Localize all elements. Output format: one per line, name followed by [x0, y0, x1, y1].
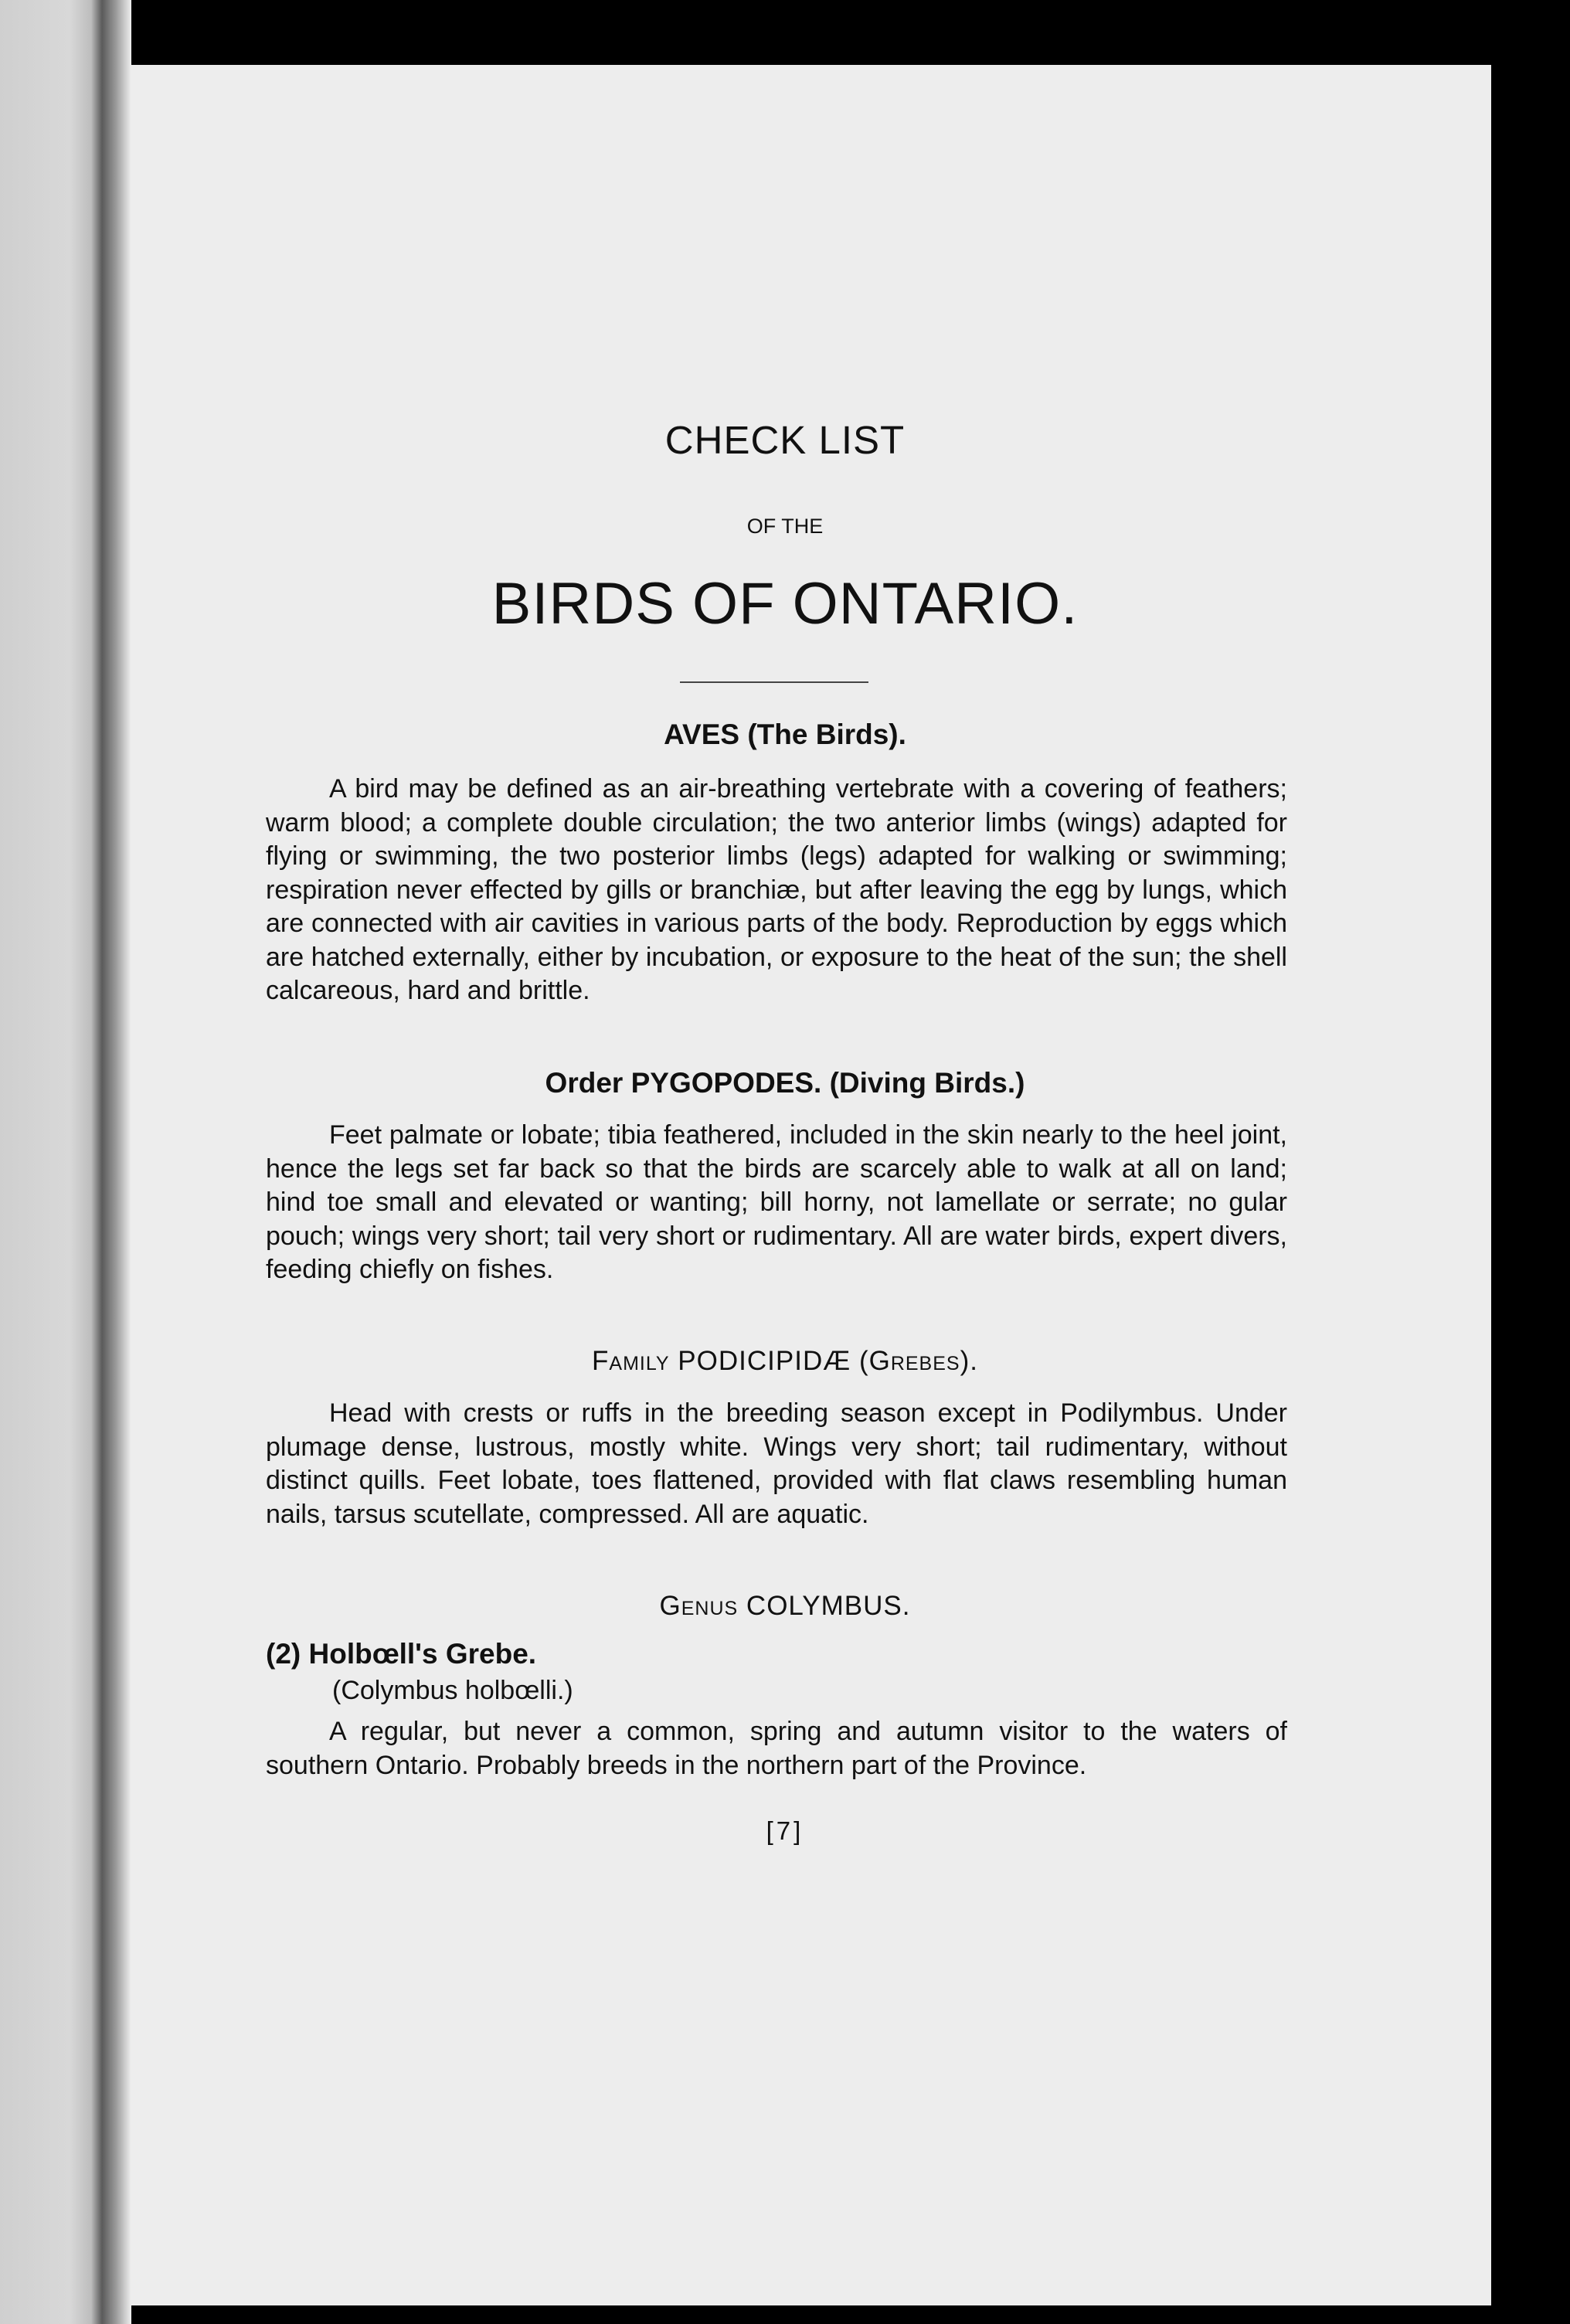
- family-heading: Family PODICIPIDÆ (Grebes).: [592, 1346, 978, 1376]
- order-paragraph: Feet palmate or lobate; tibia feathered, included in the skin nearly to the heel joint, hence the legs set far back so that the birds are scarcely able to walk at all on land; hind toe small and elevated or wanting; bill horny, not lamellate or serrate; no gular pouch; wings very short; tail very short or rudimentary. All are water birds, expert divers, feeding chiefly on fishes.: [266, 1120, 1287, 1284]
- title-check-list: CHECK LIST: [664, 418, 906, 462]
- species-name: (2) Holbœll's Grebe.: [266, 1638, 537, 1670]
- title-of-the: OF THE: [746, 515, 824, 538]
- title-birds-of-ontario: BIRDS OF ONTARIO.: [491, 571, 1079, 637]
- family-paragraph: Head with crests or ruffs in the breeding season except in Podilymbus. Under plumage dense, lustrous, mostly white. Wings very short; tail rudimentary, without distinct quills. Feet lobate, toes flattened, provided with flat claws resembling human nails, tarsus scutellate, compressed. All are aquatic.: [266, 1398, 1287, 1529]
- aves-heading: AVES (The Birds).: [664, 719, 906, 750]
- title-divider: [680, 681, 868, 683]
- aves-paragraph: A bird may be defined as an air-breathing vertebrate with a covering of feathers; warm blood; a complete double circulation; the two anterior limbs (wings) adapted for flying or swimming, the two posterior limbs (legs) adapted for walking or swimming; respiration never effected by gills or branchiæ, but after leaving the egg by lungs, which are connected with air cavities in various parts of the body. Reproduction by eggs which are hatched externally, either by incubation, or exposure to the heat of the sun; the shell calcareous, hard and brittle.: [266, 774, 1287, 1005]
- species-latin-name: (Colymbus holbœlli.): [332, 1676, 573, 1705]
- order-heading: Order PYGOPODES. (Diving Birds.): [545, 1067, 1025, 1099]
- genus-heading: Genus COLYMBUS.: [659, 1591, 911, 1621]
- book-gutter: [0, 0, 131, 2324]
- species-paragraph: A regular, but never a common, spring and autumn visitor to the waters of southern Ontario. Probably breeds in the northern part of the Province.: [266, 1717, 1287, 1780]
- page-number: [7]: [766, 1816, 804, 1845]
